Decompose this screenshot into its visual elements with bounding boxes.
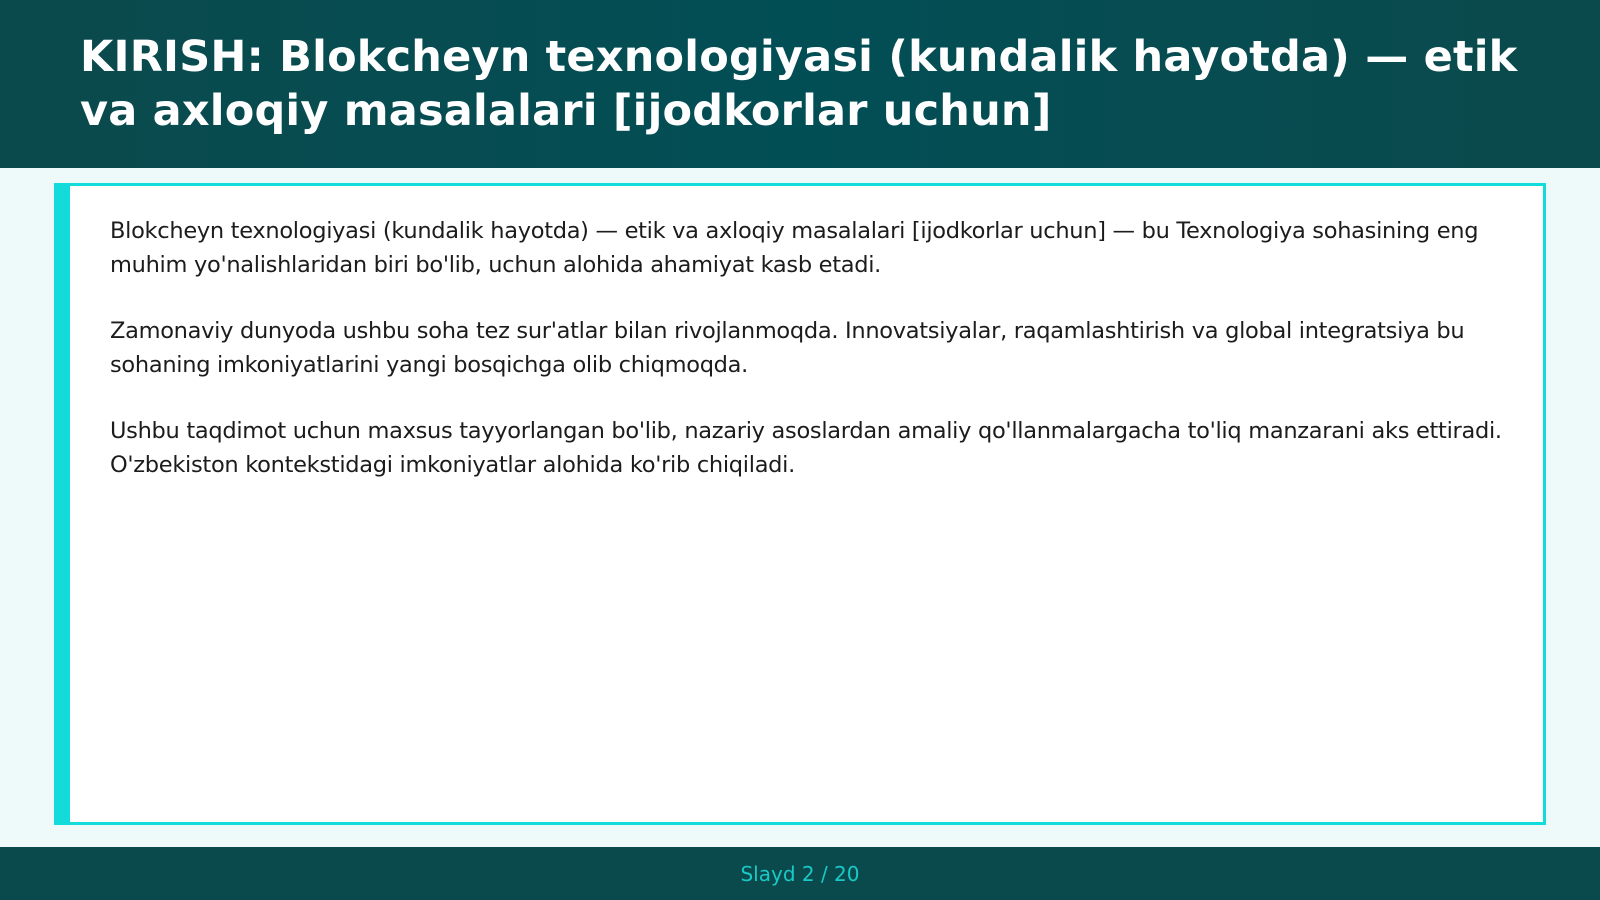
content-paragraph-2: Zamonaviy dunyoda ushbu soha tez sur'atlar bilan rivojlanmoqda. Innovatsiyalar, raqamlashtirish va global integratsiya bu sohaning imkoniyatlarini yangi bosqichga olib chiqmoqda.	[110, 318, 1465, 378]
slide-header	[0, 0, 1600, 168]
content-card	[54, 183, 1546, 825]
slide-footer	[0, 847, 1600, 900]
content-text-block	[110, 214, 1503, 514]
content-paragraph-1: Blokcheyn texnologiyasi (kundalik hayotda) — etik va axloqiy masalalari [ijodkorlar uchun] — bu Texnologiya sohasining eng muhim yo'nalishlaridan biri bo'lib, uchun alohida ahamiyat kasb etadi.	[110, 218, 1479, 278]
content-paragraph-3: Ushbu taqdimot uchun maxsus tayyorlangan bo'lib, nazariy asoslardan amaliy qo'llanmalargacha to'liq manzarani aks ettiradi. O'zbekiston kontekstidagi imkoniyatlar alohida ko'rib chiqiladi.	[110, 418, 1502, 478]
slide-counter: Slayd 2 / 20	[740, 861, 860, 886]
slide-title: KIRISH: Blokcheyn texnologiyasi (kundalik hayotda) — etik va axloqiy masalalari [ijodkorlar uchun]	[80, 32, 1518, 136]
